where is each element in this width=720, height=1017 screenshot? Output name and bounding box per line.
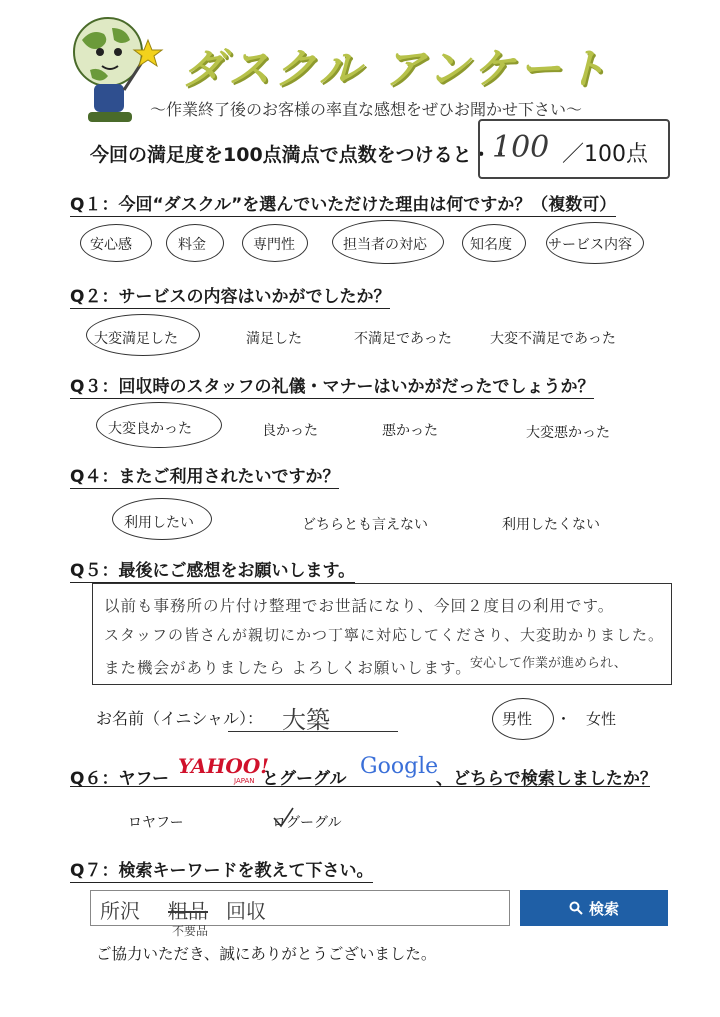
name-label: お名前（イニシャル）： [96,709,264,728]
comment-note: 安心して作業が進められ、 [470,656,627,671]
q3-option-very-good[interactable]: 大変良かった [108,421,192,437]
q6-middle: とグーグル [262,769,347,789]
comment-line: スタッフの皆さんが親切にかつ丁寧に対応してくださり、大変助かりました。 [104,626,665,644]
q5-question: Q５：最後にご感想をお願いします。 [70,556,355,583]
gender-male[interactable]: 男性 [502,710,533,728]
yahoo-logo-sub: JAPAN [234,777,255,785]
google-logo: Google [360,754,439,779]
survey-title: ダスクル アンケート [182,44,611,93]
q2-option-very-dissatisfied[interactable]: 大変不満足であった [490,331,616,347]
q6-option-google[interactable]: ログーグル [272,815,342,831]
q1-option-ryokin[interactable]: 料金 [178,237,206,253]
q2-question: Q２：サービスの内容はいかがでしたか？ [70,282,390,309]
name-value[interactable]: 大築 [282,706,330,734]
q1-option-tantousha[interactable]: 担当者の対応 [343,237,427,253]
search-input[interactable] [90,890,510,926]
keyword-correction: 不要品 [172,924,209,938]
q1-question: Q１：今回“ダスクル”を選んでいただけた理由は何ですか？（複数可） [70,190,616,217]
search-button-label: 検索 [588,900,619,918]
q2-option-dissatisfied[interactable]: 不満足であった [354,331,452,347]
q6-prefix: Q６：ヤフー [70,769,169,789]
q4-option-want[interactable]: 利用したい [124,515,194,531]
score-value: 100 [492,130,550,165]
q3-question: Q３：回収時のスタッフの礼儀・マナーはいかがだったでしょうか？ [70,372,594,399]
q1-option-chimeido[interactable]: 知名度 [470,237,512,253]
q6-option-yahoo[interactable]: ロヤフー [128,815,184,831]
survey-subtitle: ～作業終了後のお客様の率直な感想をぜひお聞かせ下さい～ [150,100,583,119]
checkmark-icon [272,806,294,828]
keyword-text: 所沢 [100,899,140,923]
q4-question: Q４：またご利用されたいですか？ [70,462,339,489]
q4-option-dont-want[interactable]: 利用したくない [502,517,600,533]
magnifier-icon [569,901,583,915]
q1-option-service[interactable]: サービス内容 [548,237,632,253]
thanks-message: ご協力いただき、誠にありがとうございました。 [96,945,437,963]
q3-option-very-bad[interactable]: 大変悪かった [526,425,610,441]
score-total: ／100点 [562,142,648,167]
q6-suffix: 、どちらで検索しましたか？ [436,769,657,789]
gender-separator: ・ [556,710,572,728]
keyword-struck: 粗品 [168,899,208,923]
comment-line: 以前も事務所の片付け整理でお世話になり、今回２度目の利用です。 [104,597,615,615]
keyword-text: 回収 [226,899,266,923]
q3-option-good[interactable]: 良かった [262,423,318,439]
q2-option-very-satisfied[interactable]: 大変満足した [94,331,178,347]
q4-option-neither[interactable]: どちらとも言えない [302,517,428,533]
q3-option-bad[interactable]: 悪かった [382,423,438,439]
search-button[interactable] [520,890,668,926]
q7-question: Q７：検索キーワードを教えて下さい。 [70,856,373,883]
q2-option-satisfied[interactable]: 満足した [246,331,302,347]
yahoo-logo: YAHOO! [178,754,270,778]
gender-female[interactable]: 女性 [586,710,617,728]
q1-option-anshinkan[interactable]: 安心感 [90,237,132,253]
score-question: 今回の満足度を100点満点で点数をつけると・・ [90,144,510,166]
q1-option-senmonsei[interactable]: 専門性 [253,237,295,253]
comment-line: また機会がありましたら よろしくお願いします。 [104,659,472,677]
